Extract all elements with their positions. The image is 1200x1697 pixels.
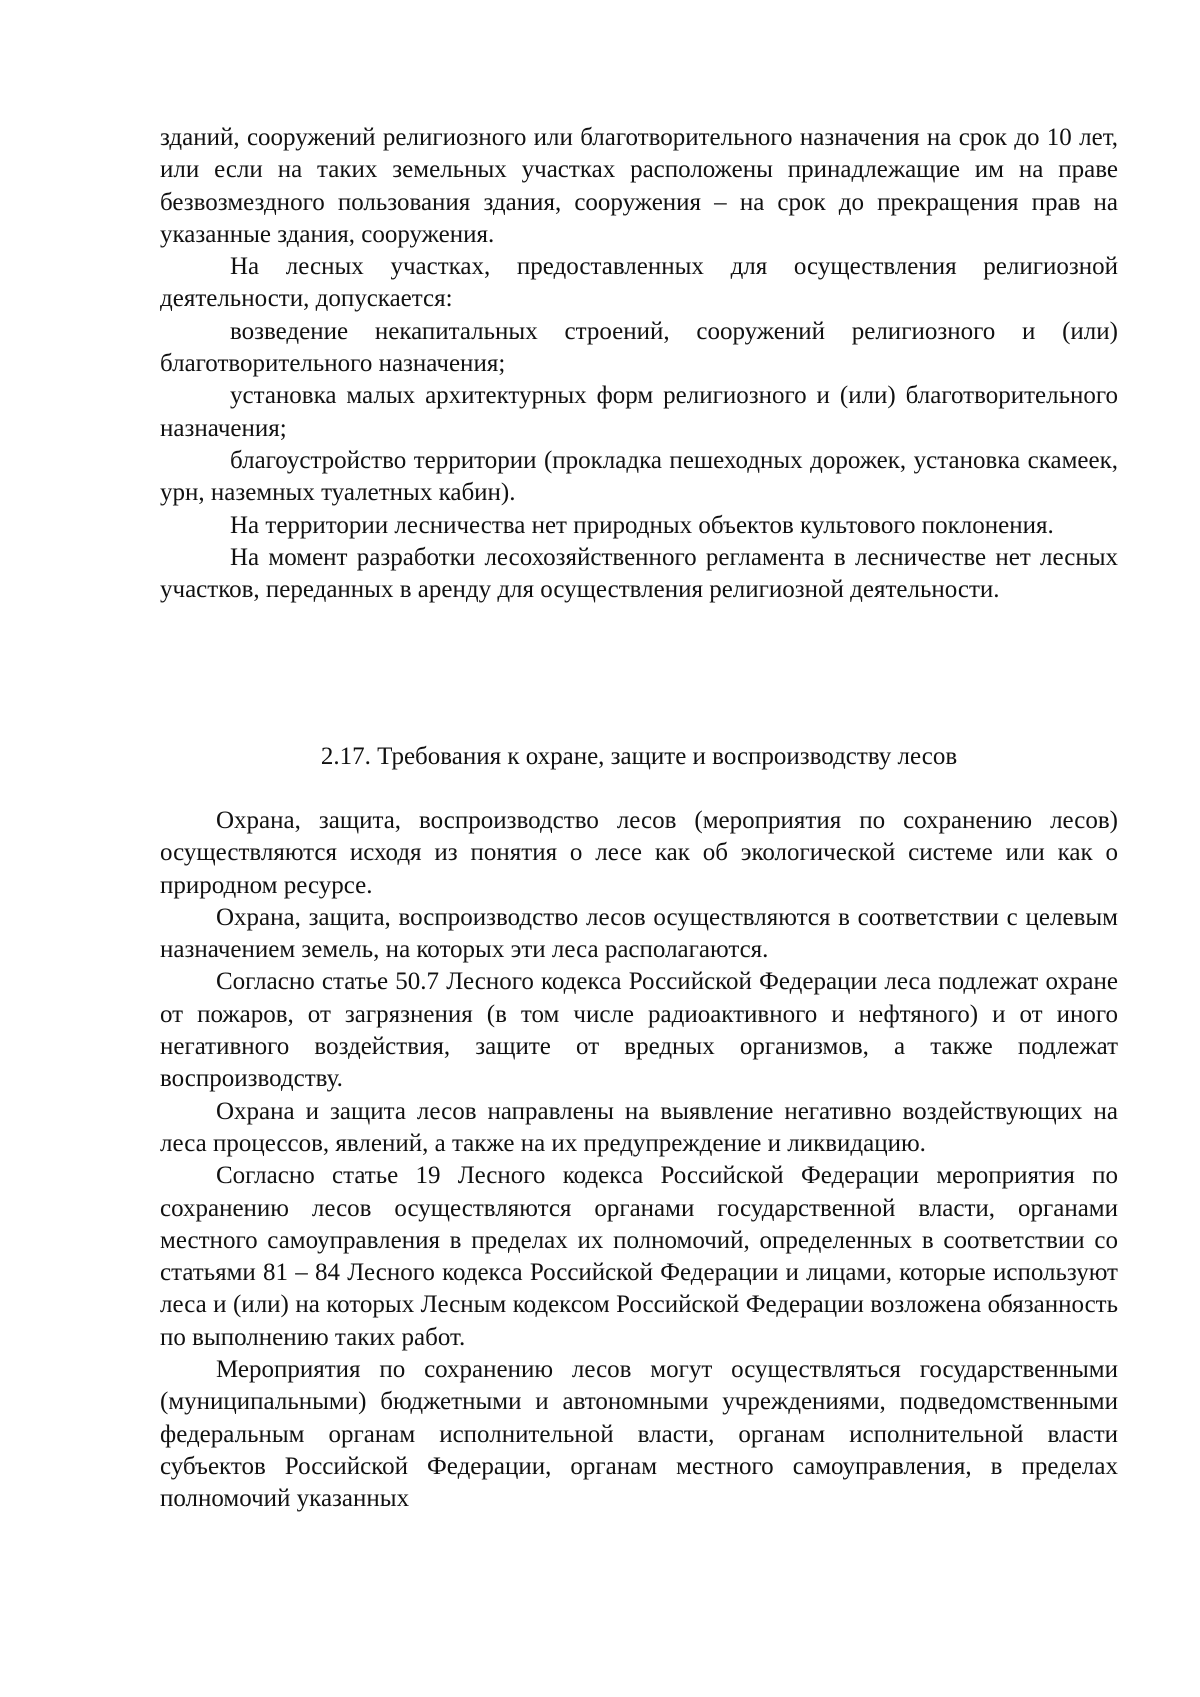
- paragraph-no-leased-plots: На момент разработки лесохозяйственного регламента в лесничестве нет лесных участков, переданных в аренду для осуществления религиозной деятельности.: [160, 543, 1118, 604]
- section-heading: 2.17. Требования к охране, защите и воспроизводству лесов: [320, 743, 958, 770]
- top-text-block: [160, 122, 1118, 606]
- paragraph-institutions: Мероприятия по сохранению лесов могут осуществляться государственными (муниципальными) бюджетными и автономными учреждениями, подведомственными федеральным органам исполнительной власти, органам исполнительной власти субъектов Российской Федерации, органам местного самоуправления, в пределах полномочий указанных: [160, 1356, 1118, 1513]
- paragraph-protection-aims: Охрана и защита лесов направлены на выявление негативно воздействующих на леса процессов, явлений, а также на их предупреждение и ликвидацию.: [160, 1097, 1118, 1157]
- paragraph-no-cult-objects: На территории лесничества нет природных объектов культового поклонения.: [230, 511, 1054, 539]
- bottom-text-block: [160, 805, 1118, 1516]
- paragraph-list-item-landscaping: благоустройство территории (прокладка пешеходных дорожек, установка скамеек, урн, наземных туалетных кабин).: [160, 446, 1118, 507]
- paragraph-forest-protection-concept: Охрана, защита, воспроизводство лесов (мероприятия по сохранению лесов) осуществляются исходя из понятия о лесе как об экологической системе или как о природном ресурсе.: [160, 807, 1118, 899]
- paragraph-religious-plots: На лесных участках, предоставленных для осуществления религиозной деятельности, допускается:: [160, 253, 1118, 313]
- paragraph-list-item-construction: возведение некапитальных строений, сооружений религиозного и (или) благотворительного назначения;: [160, 317, 1118, 378]
- paragraph-list-item-small-forms: установка малых архитектурных форм религиозного и (или) благотворительного назначения;: [160, 382, 1118, 442]
- paragraph-continuation: зданий, сооружений религиозного или благотворительного назначения на срок до 10 лет, или если на таких земельных участках расположены принадлежащие им на праве безвозмездного пользования здания, сооружения – на срок до прекращения прав на указанные здания, сооружения.: [160, 124, 1118, 248]
- paragraph-land-purpose: Охрана, защита, воспроизводство лесов осуществляются в соответствии с целевым назначением земель, на которых эти леса располагаются.: [160, 903, 1118, 964]
- paragraph-article-50-7: Согласно статье 50.7 Лесного кодекса Российской Федерации леса подлежат охране от пожаров, от загрязнения (в том числе радиоактивного и нефтяного) и от иного негативного воздействия, защите от вредных организмов, а также подлежат воспроизводству.: [160, 968, 1118, 1093]
- paragraph-article-19: Согласно статье 19 Лесного кодекса Российской Федерации мероприятия по сохранению лесов осуществляются органами государственной власти, органами местного самоуправления в пределах их полномочий, определенных в соответствии со статьями 81 – 84 Лесного кодекса Российской Федерации и лицами, которые используют леса и (или) на которых Лесным кодексом Российской Федерации возложена обязанность по выполнению таких работ.: [160, 1162, 1118, 1351]
